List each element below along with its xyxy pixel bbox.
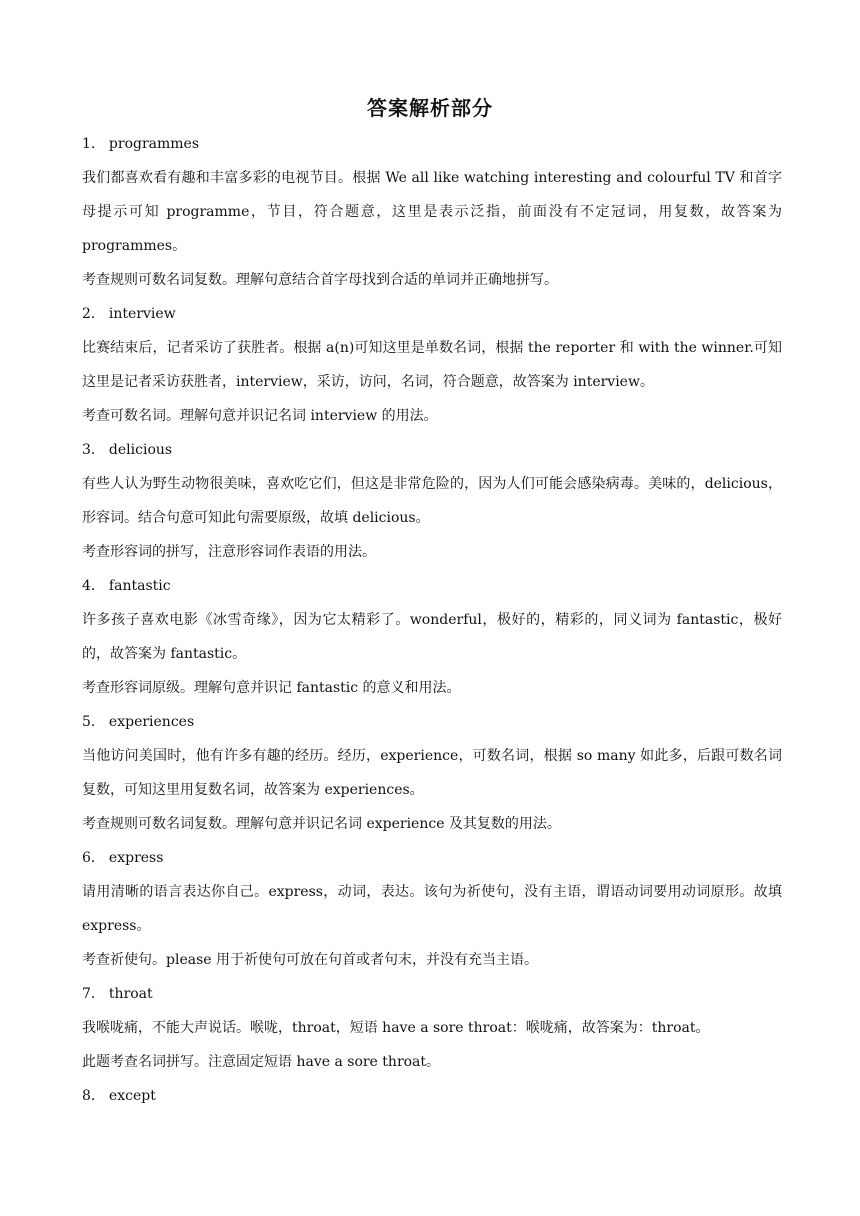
answer-explanation: 比赛结束后，记者采访了获胜者。根据 a(n)可知这里是单数名词，根据 the reporter 和 with the winner.可知这里是记者采访获胜者，interview，采访，访问，名词，符合题意，故答案为 interview。 (82, 340, 782, 390)
answer-note: 考查规则可数名词复数。理解句意结合首字母找到合适的单词并正确地拼写。 (82, 272, 558, 288)
question-number: 6． (82, 850, 105, 866)
answer-word: throat (108, 986, 153, 1002)
answer-explanation: 我们都喜欢看有趣和丰富多彩的电视节目。根据 We all like watching interesting and colourful TV 和首字母提示可知 programme，节目，符合题意，这里是表示泛指，前面没有不定冠词，用复数，故答案为 programmes。 (82, 170, 782, 254)
answer-note: 此题考查名词拼写。注意固定短语 have a sore throat。 (82, 1054, 441, 1070)
answer-item-6 (82, 841, 782, 977)
question-number: 3． (82, 442, 105, 458)
answer-item-3 (82, 433, 782, 569)
answer-item-8 (82, 1079, 782, 1113)
answer-heading (82, 433, 782, 467)
answer-heading (82, 569, 782, 603)
answer-explanation: 许多孩子喜欢电影《冰雪奇缘》，因为它太精彩了。wonderful，极好的，精彩的，同义词为 fantastic，极好的，故答案为 fantastic。 (82, 612, 782, 662)
answer-note: 考查形容词原级。理解句意并识记 fantastic 的意义和用法。 (82, 680, 461, 696)
answer-word: except (108, 1088, 156, 1104)
answer-list (82, 127, 782, 1113)
answer-heading (82, 705, 782, 739)
answer-item-1 (82, 127, 782, 297)
answer-explanation: 有些人认为野生动物很美味，喜欢吃它们，但这是非常危险的，因为人们可能会感染病毒。美味的，delicious，形容词。结合句意可知此句需要原级，故填 delicious。 (82, 476, 782, 526)
answer-note: 考查祈使句。please 用于祈使句可放在句首或者句末，并没有充当主语。 (82, 952, 538, 968)
question-number: 8． (82, 1088, 105, 1104)
question-number: 7． (82, 986, 105, 1002)
answer-item-5 (82, 705, 782, 841)
answer-explanation: 请用清晰的语言表达你自己。express，动词，表达。该句为祈使句，没有主语，谓语动词要用动词原形。故填 express。 (82, 884, 782, 934)
answer-word: fantastic (108, 578, 171, 594)
answer-explanation: 我喉咙痛，不能大声说话。喉咙，throat，短语 have a sore throat：喉咙痛，故答案为：throat。 (82, 1020, 710, 1036)
answer-word: experiences (108, 714, 195, 730)
answer-note: 考查规则可数名词复数。理解句意并识记名词 experience 及其复数的用法。 (82, 816, 561, 832)
question-number: 5． (82, 714, 105, 730)
answer-heading (82, 1079, 782, 1113)
question-number: 1． (82, 136, 105, 152)
answer-word: interview (108, 306, 176, 322)
answer-word: express (108, 850, 164, 866)
question-number: 2． (82, 306, 105, 322)
answer-word: delicious (108, 442, 173, 458)
answer-heading (82, 297, 782, 331)
question-number: 4． (82, 578, 105, 594)
answer-note: 考查可数名词。理解句意并识记名词 interview 的用法。 (82, 408, 438, 424)
answer-item-2 (82, 297, 782, 433)
page-title: 答案解析部分 (367, 96, 493, 120)
answer-heading (82, 127, 782, 161)
answer-word: programmes (108, 136, 200, 152)
answer-item-4 (82, 569, 782, 705)
answer-item-7 (82, 977, 782, 1079)
answer-heading (82, 841, 782, 875)
answer-note: 考查形容词的拼写，注意形容词作表语的用法。 (82, 544, 376, 560)
answer-explanation: 当他访问美国时，他有许多有趣的经历。经历，experience，可数名词，根据 so many 如此多，后跟可数名词复数，可知这里用复数名词，故答案为 experiences。 (82, 748, 782, 798)
answer-heading (82, 977, 782, 1011)
